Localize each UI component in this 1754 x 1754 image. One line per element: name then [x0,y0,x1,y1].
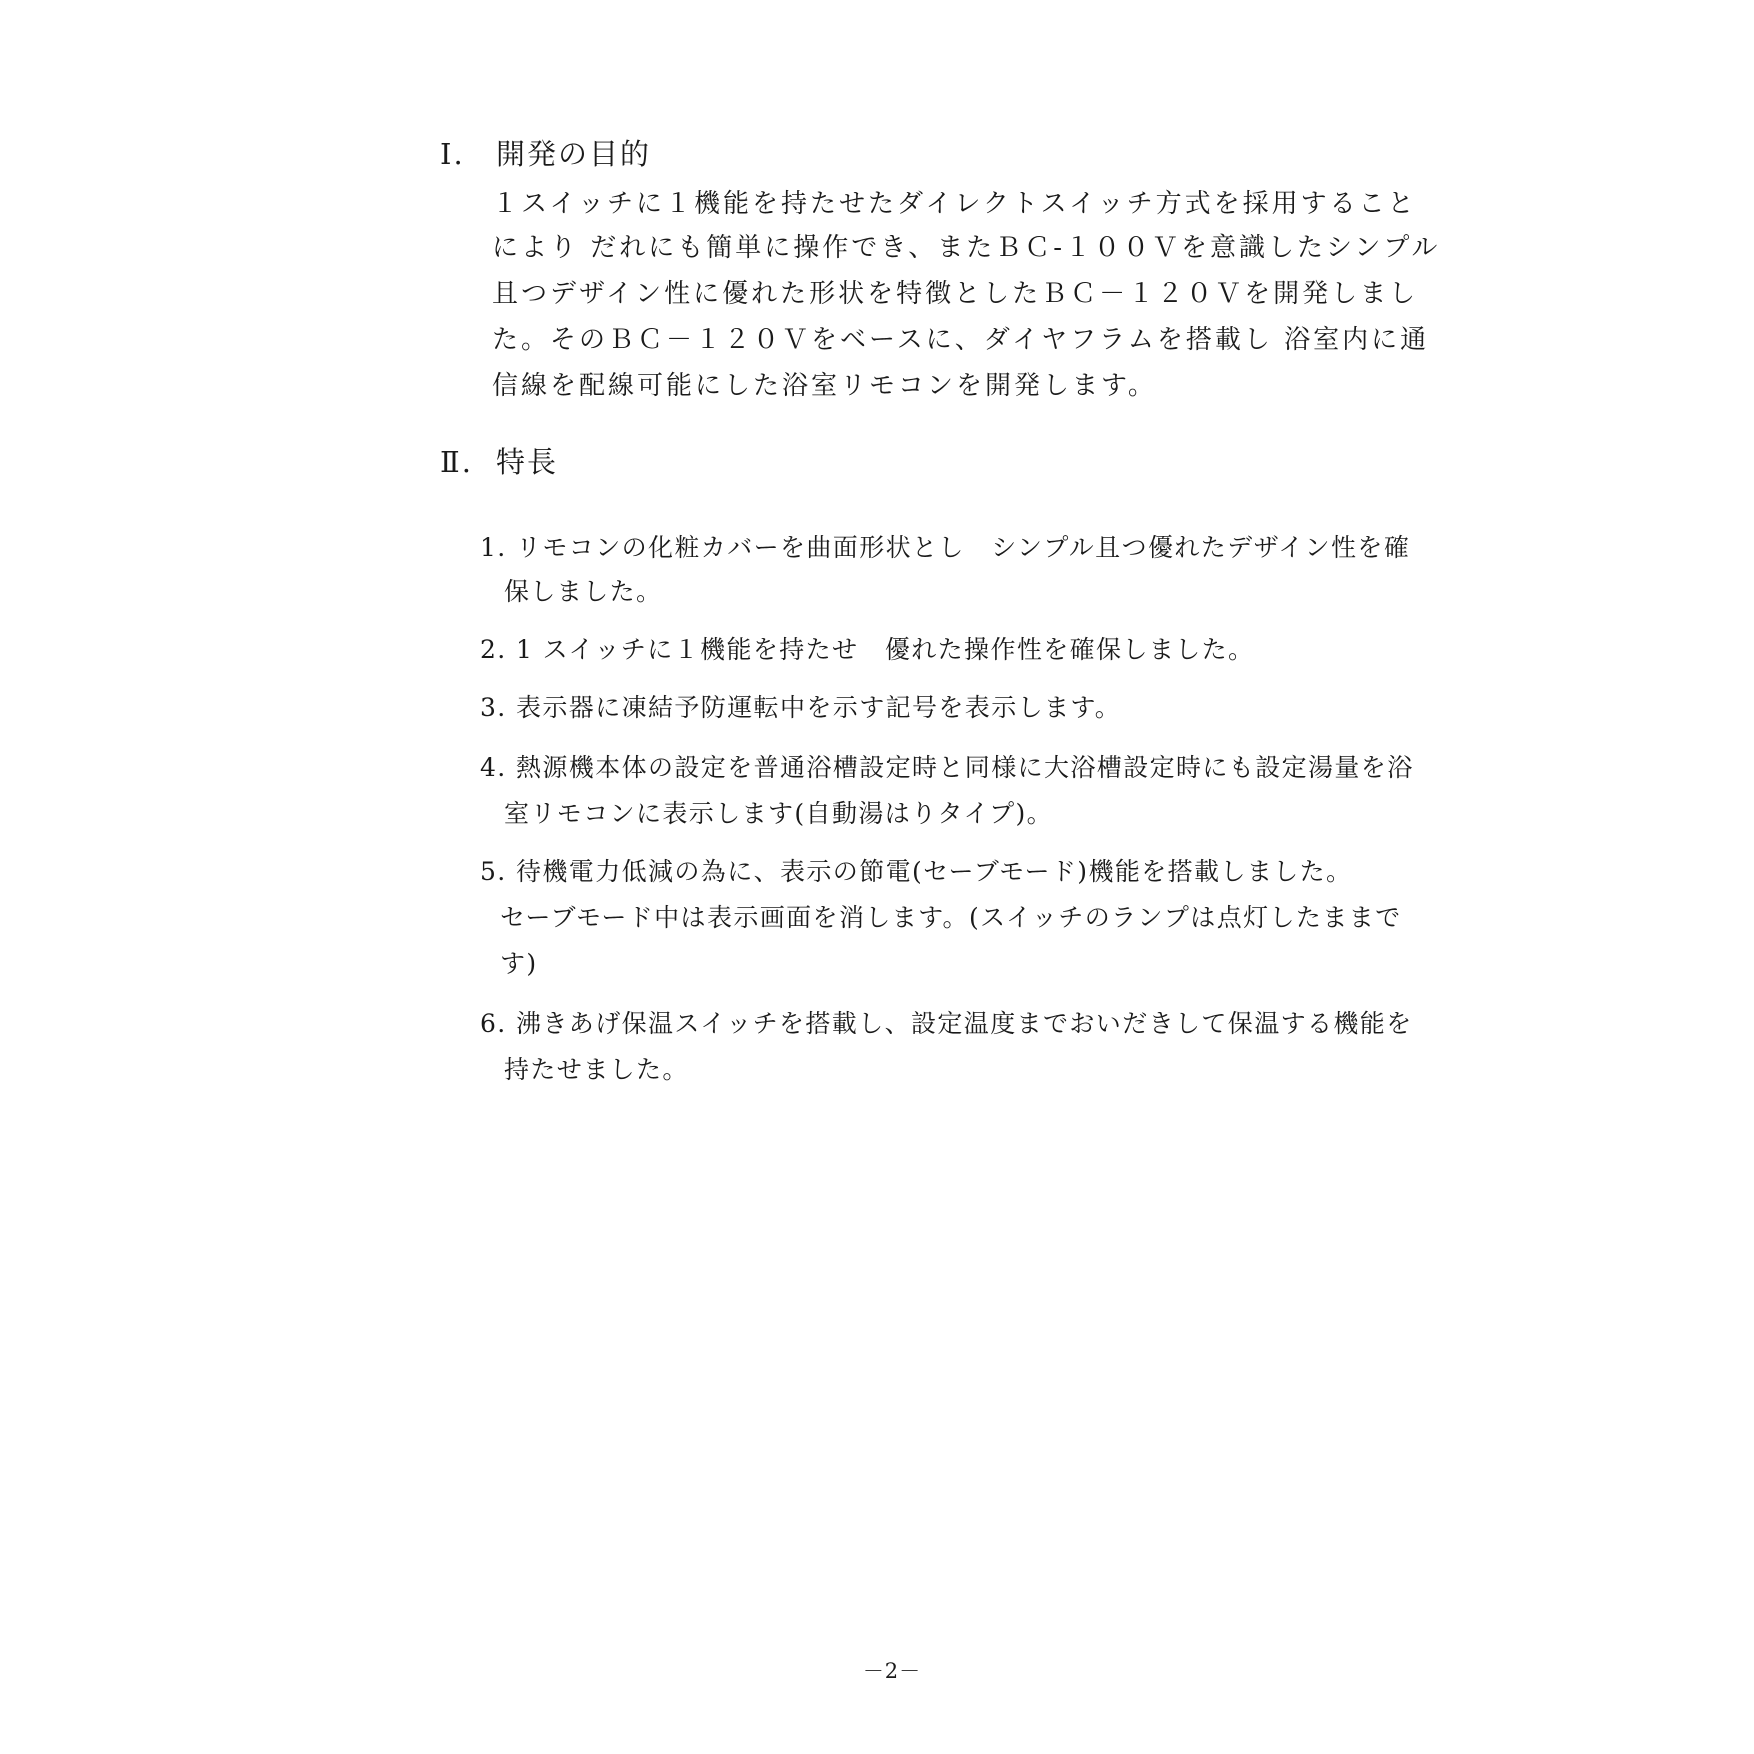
purpose-line-5: 信線を配線可能にした浴室リモコンを開発します。 [492,371,1157,401]
purpose-line-2: により だれにも簡単に操作でき、またＢＣ‐１００Ｖを意識したシンプル [492,233,1441,263]
section-2-number: Ⅱ. [440,445,473,479]
purpose-line-3: 且つデザイン性に優れた形状を特徴としたＢＣ－１２０Ｖを開発しまし [492,279,1419,309]
section-1-heading [440,134,651,174]
feature-item-6-line-2: 持たせました。 [504,1055,689,1084]
feature-item-2-line-1: 2. 1 スイッチに１機能を持たせ 優れた操作性を確保しました。 [480,635,1255,664]
feature-item-4-line-2: 室リモコンに表示します(自動湯はりタイプ)。 [504,799,1054,828]
section-2-heading [440,442,558,482]
feature-item-3-line-1: 3. 表示器に凍結予防運転中を示す記号を表示します。 [480,693,1122,722]
section-1-number: Ⅰ. [440,137,465,171]
section-2-title: 特長 [496,445,559,479]
feature-item-5-line-3: す) [500,949,538,978]
section-1-title: 開発の目的 [496,137,652,171]
feature-item-6-line-1: 6. 沸きあげ保温スイッチを搭載し、設定温度までおいだきして保温する機能を [480,1009,1413,1038]
feature-item-1-line-1: 1. リモコンの化粧カバーを曲面形状とし シンプル且つ優れたデザイン性を確 [480,533,1411,562]
feature-item-4-line-1: 4. 熱源機本体の設定を普通浴槽設定時と同様に大浴槽設定時にも設定湯量を浴 [480,753,1414,782]
feature-item-1-line-2: 保しました。 [504,577,663,606]
feature-item-5-line-2: セーブモード中は表示画面を消します。(スイッチのランプは点灯したままで [500,903,1402,932]
purpose-line-1: １スイッチに１機能を持たせたダイレクトスイッチ方式を採用すること [492,189,1417,219]
page-number: －2－ [862,1659,922,1683]
purpose-line-4: た。そのＢＣ－１２０Ｖをベースに、ダイヤフラムを搭載し 浴室内に通 [492,325,1430,355]
feature-item-5-line-1: 5. 待機電力低減の為に、表示の節電(セーブモード)機能を搭載しました。 [480,857,1353,886]
